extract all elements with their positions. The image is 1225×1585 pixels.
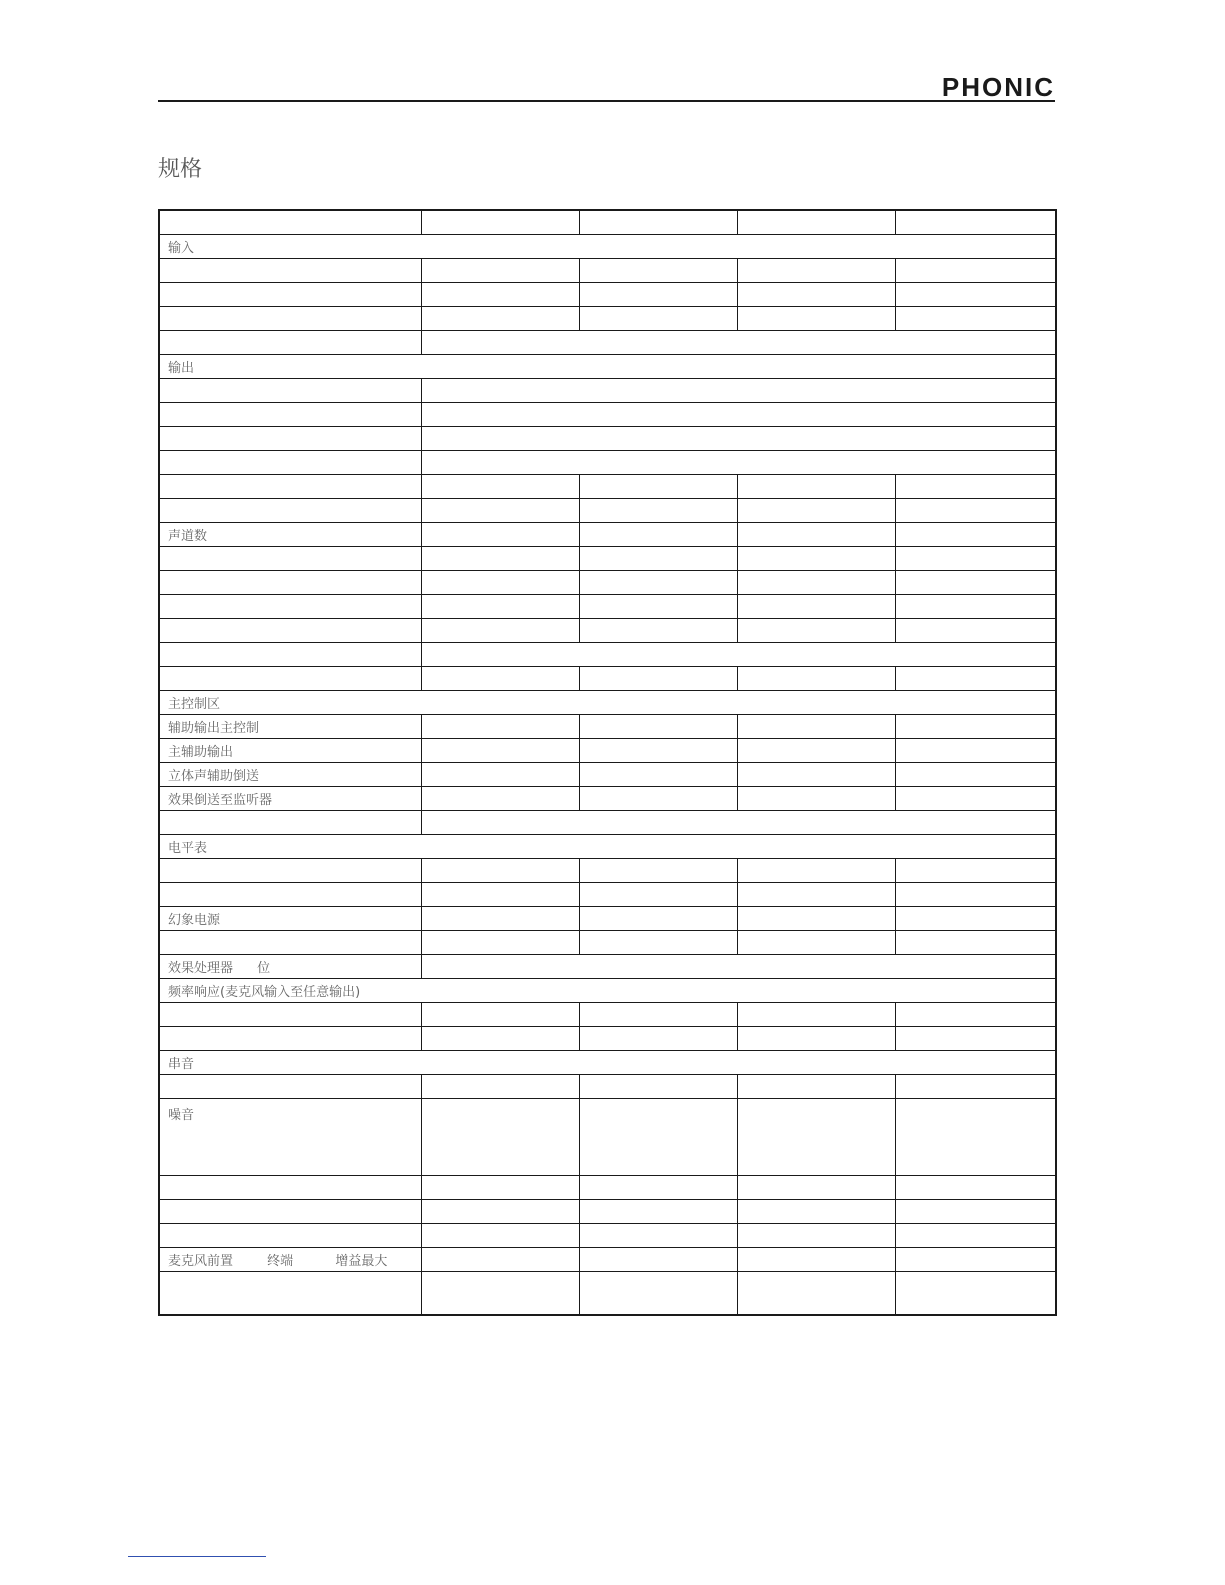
table-row — [159, 762, 1056, 786]
header-rule — [158, 100, 1055, 102]
row-label-channels: 声道数 — [159, 522, 421, 546]
row-label-noise: 噪音 — [159, 1098, 421, 1175]
table-row — [159, 1199, 1056, 1223]
table-row — [159, 834, 1056, 858]
table-row — [159, 1175, 1056, 1199]
row-label-aux-master: 辅助输出主控制 — [159, 714, 421, 738]
table-row — [159, 1026, 1056, 1050]
row-label-main-aux-out: 主辅助输出 — [159, 738, 421, 762]
table-row — [159, 450, 1056, 474]
table-row — [159, 258, 1056, 282]
table-row — [159, 330, 1056, 354]
table-row — [159, 666, 1056, 690]
table-row — [159, 210, 1056, 234]
table-row — [159, 522, 1056, 546]
table-row — [159, 378, 1056, 402]
table-row — [159, 738, 1056, 762]
table-row — [159, 786, 1056, 810]
table-row — [159, 402, 1056, 426]
table-row — [159, 810, 1056, 834]
table-row — [159, 498, 1056, 522]
mic-pre-gain: 增益最大 — [335, 1253, 388, 1269]
table-row — [159, 618, 1056, 642]
footer-link-underline — [128, 1556, 266, 1557]
section-freq-response: 频率响应(麦克风输入至任意输出) — [159, 978, 1056, 1002]
table-row — [159, 306, 1056, 330]
table-row — [159, 594, 1056, 618]
section-output: 输出 — [159, 354, 1056, 378]
table-row — [159, 1074, 1056, 1098]
table-row — [159, 234, 1056, 258]
table-row — [159, 882, 1056, 906]
table-row — [159, 354, 1056, 378]
section-crosstalk: 串音 — [159, 1050, 1056, 1074]
table-row — [159, 978, 1056, 1002]
table-row — [159, 1002, 1056, 1026]
mic-pre-terminal: 终端 — [267, 1253, 294, 1269]
section-level-meter: 电平表 — [159, 834, 1056, 858]
table-row — [159, 858, 1056, 882]
table-row — [159, 954, 1056, 978]
row-label-mic-pre — [159, 1247, 421, 1271]
table-row — [159, 690, 1056, 714]
table-row — [159, 930, 1056, 954]
table-row — [159, 1271, 1056, 1315]
section-master: 主控制区 — [159, 690, 1056, 714]
page-title: 规格 — [158, 157, 203, 182]
table-row — [159, 570, 1056, 594]
row-label-fx-return-monitor: 效果倒送至监听器 — [159, 786, 421, 810]
table-row — [159, 906, 1056, 930]
table-row — [159, 546, 1056, 570]
table-row — [159, 474, 1056, 498]
row-label-stereo-aux-return: 立体声辅助倒送 — [159, 762, 421, 786]
table-row — [159, 426, 1056, 450]
table-row — [159, 1050, 1056, 1074]
fx-processor-label: 效果处理器 — [168, 960, 234, 976]
row-label-fx-processor — [159, 954, 421, 978]
table-row — [159, 1098, 1056, 1175]
table-row — [159, 282, 1056, 306]
table-row — [159, 1247, 1056, 1271]
table-row — [159, 1223, 1056, 1247]
mic-pre-label: 麦克风前置 — [168, 1253, 234, 1269]
table-row — [159, 714, 1056, 738]
table-row — [159, 642, 1056, 666]
row-label-phantom: 幻象电源 — [159, 906, 421, 930]
fx-processor-suffix: 位 — [257, 960, 271, 976]
section-input: 输入 — [159, 234, 1056, 258]
spec-table — [158, 209, 1057, 1316]
brand-logo: PHONIC — [941, 72, 1055, 102]
